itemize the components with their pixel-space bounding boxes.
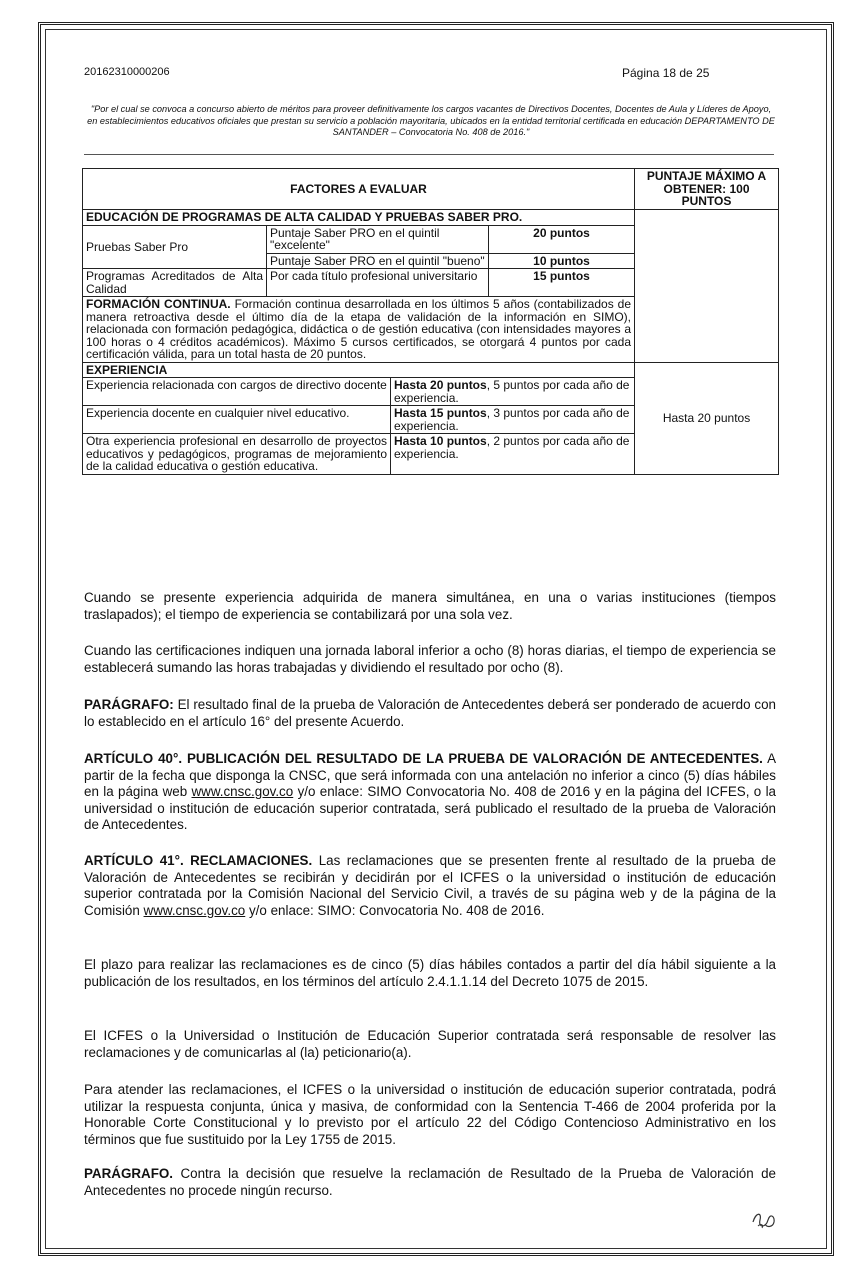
article-41-title: ARTÍCULO 41°. RECLAMACIONES. bbox=[84, 853, 313, 868]
evaluation-table bbox=[82, 168, 779, 475]
paragrafo-2-text: Contra la decisión que resuelve la reclamación de Resultado de la Prueba de Valoración de Antecedentes no procede ningún recurso. bbox=[84, 1166, 776, 1198]
exp-row3-points bbox=[391, 434, 635, 475]
exp-row2-desc: Experiencia docente en cualquier nivel educativo. bbox=[83, 406, 391, 434]
paragraph-hours: Cuando las certificaciones indiquen una jornada laboral inferior a ocho (8) horas diarias, el tiempo de experiencia se establecerá sumando las horas trabajadas y dividiendo el resultado por ocho (8). bbox=[84, 643, 776, 675]
paragraph-paragrafo-1 bbox=[84, 697, 776, 730]
exp-row3-rest: , 2 puntos por cada año de experiencia. bbox=[394, 434, 630, 461]
formacion-cell bbox=[83, 297, 635, 363]
table-header-row bbox=[83, 169, 779, 210]
max-score-header: PUNTAJE MÁXIMO A OBTENER: 100 PUNTOS bbox=[635, 169, 779, 210]
paragrafo-1-text: El resultado final de la prueba de Valoración de Antecedentes deberá ser ponderado de acuerdo con lo establecido en el artículo 16° del presente Acuerdo. bbox=[84, 697, 776, 729]
exp-row1-bold: Hasta 20 puntos bbox=[394, 378, 487, 392]
programs-desc: Por cada título profesional universitario bbox=[267, 269, 489, 297]
factors-header: FACTORES A EVALUAR bbox=[83, 169, 635, 210]
saber-row1-points: 20 puntos bbox=[489, 225, 635, 253]
cnsc-link-2[interactable]: www.cnsc.gov.co bbox=[143, 902, 246, 918]
saber-row2-points: 10 puntos bbox=[489, 253, 635, 269]
section-row bbox=[83, 210, 779, 226]
article-41-text-b: y/o enlace: SIMO: Convocatoria No. 408 de 2016. bbox=[245, 902, 545, 918]
exp-row3-bold: Hasta 10 puntos bbox=[394, 434, 487, 448]
programs-points: 15 puntos bbox=[489, 269, 635, 297]
exp-row1-points bbox=[391, 378, 635, 406]
exp-row1-desc: Experiencia relacionada con cargos de directivo docente bbox=[83, 378, 391, 406]
article-40-title: ARTÍCULO 40°. PUBLICACIÓN DEL RESULTADO DE LA PRUEBA DE VALORACIÓN DE ANTECEDENTES. bbox=[84, 751, 763, 766]
programs-label: Programas Acreditados de Alta Calidad bbox=[83, 269, 267, 297]
paragraph-overlap: Cuando se presente experiencia adquirida de manera simultánea, en una o varias instituciones (tiempos traslapados); el tiempo de experiencia se contabilizará por una sola vez. bbox=[84, 590, 776, 622]
section-education-title: EDUCACIÓN DE PROGRAMAS DE ALTA CALIDAD Y PRUEBAS SABER PRO. bbox=[83, 210, 635, 226]
saber-row2-desc: Puntaje Saber PRO en el quintil "bueno" bbox=[267, 253, 489, 269]
header-divider bbox=[84, 154, 774, 155]
formacion-title: FORMACIÓN CONTINUA. bbox=[86, 297, 231, 311]
article-41-text-a: Las reclamaciones que se presenten frente al resultado de la prueba de Valoración de Antecedentes se recibirán y decidirán por el ICFES o la universidad o institución de educación superior contratada por la Comisión Nacional del Servicio Civil, a través de su página web y de la página de la Comisión bbox=[84, 853, 776, 918]
paragraph-deadline: El plazo para realizar las reclamaciones es de cinco (5) días hábiles contados a partir del día hábil siguiente a la publicación de los resultados, en los términos del artículo 2.4.1.1.14 del Decreto 1075 de 2015. bbox=[84, 957, 776, 989]
paragraph-paragrafo-2 bbox=[84, 1166, 776, 1199]
formacion-text: Formación continua desarrollada en los últimos 5 años (contabilizados de manera retroactiva desde el último día de la etapa de validación de la información en SIMO), relacionada con formación pedagógica, didáctica o de gestión educativa (con intensidades mayores a 100 horas o 4 créditos académicos). Máximo 5 cursos certificados, se otorgará 4 puntos por cada certificación válida, para un total hasta de 20 puntos. bbox=[86, 297, 632, 361]
page-number: Página 18 de 25 bbox=[622, 66, 710, 80]
exp-row3-desc: Otra experiencia profesional en desarrollo de proyectos educativos y pedagógicos, programas de mejoramiento de la calidad educativa o gestión educativa. bbox=[83, 434, 391, 475]
paragraph-responsible: El ICFES o la Universidad o Institución de Educación Superior contratada será responsable de resolver las reclamaciones y de comunicarlas al (la) peticionario(a). bbox=[84, 1028, 776, 1060]
paragrafo-1-label: PARÁGRAFO: bbox=[84, 697, 174, 712]
experience-title: EXPERIENCIA bbox=[83, 362, 635, 378]
document-number: 20162310000206 bbox=[84, 66, 170, 78]
initials-signature-icon bbox=[750, 1208, 778, 1232]
paragraph-joint-response: Para atender las reclamaciones, el ICFES o la universidad o institución de educación superior contratada, podrá utilizar la respuesta conjunta, única y masiva, de conformidad con la Sentencia T-466 de 2004 proferida por la Honorable Corte Constitucional y lo previsto por el artículo 22 del Código Contencioso Administrativo en los términos que fue sustituido por la Ley 1755 de 2015. bbox=[84, 1082, 776, 1147]
experience-max: Hasta 20 puntos bbox=[635, 362, 779, 474]
saber-pro-label: Pruebas Saber Pro bbox=[83, 225, 267, 269]
cnsc-link-1[interactable]: www.cnsc.gov.co bbox=[191, 784, 294, 799]
saber-row1-desc: Puntaje Saber PRO en el quintil "excelente" bbox=[267, 225, 489, 253]
exp-row2-rest: , 3 puntos por cada año de experiencia. bbox=[394, 406, 630, 433]
article-40-text-a: A partir de la fecha que disponga la CNSC, que será informada con una antelación no inferior a cinco (5) días hábiles en la página web bbox=[84, 751, 776, 799]
exp-row2-bold: Hasta 15 puntos bbox=[394, 406, 487, 420]
paragrafo-2-label: PARÁGRAFO. bbox=[84, 1166, 174, 1181]
article-40-text-b: y/o enlace: SIMO Convocatoria No. 408 de 2016 y en la página del ICFES, o la universidad o institución de educación superior contratada, será publicado el resultado de la prueba de Valoración de Antecedentes. bbox=[84, 784, 776, 832]
article-41 bbox=[84, 853, 776, 919]
section-education-max bbox=[635, 210, 779, 363]
exp-row2-points bbox=[391, 406, 635, 434]
section-row bbox=[83, 362, 779, 378]
exp-row1-rest: , 5 puntos por cada año de experiencia. bbox=[394, 378, 630, 405]
resolution-subtitle: "Por el cual se convoca a concurso abierto de méritos para proveer definitivamente los cargos vacantes de Directivos Docentes, Docentes de Aula y Líderes de Apoyo, en establecimientos educativos oficiales que prestan su servicio a población mayoritaria, ubicados en la entidad territorial certificada en educación DEPARTAMENTO DE SANTANDER – Convocatoria No. 408 de 2016." bbox=[87, 104, 775, 137]
article-40 bbox=[84, 751, 776, 834]
